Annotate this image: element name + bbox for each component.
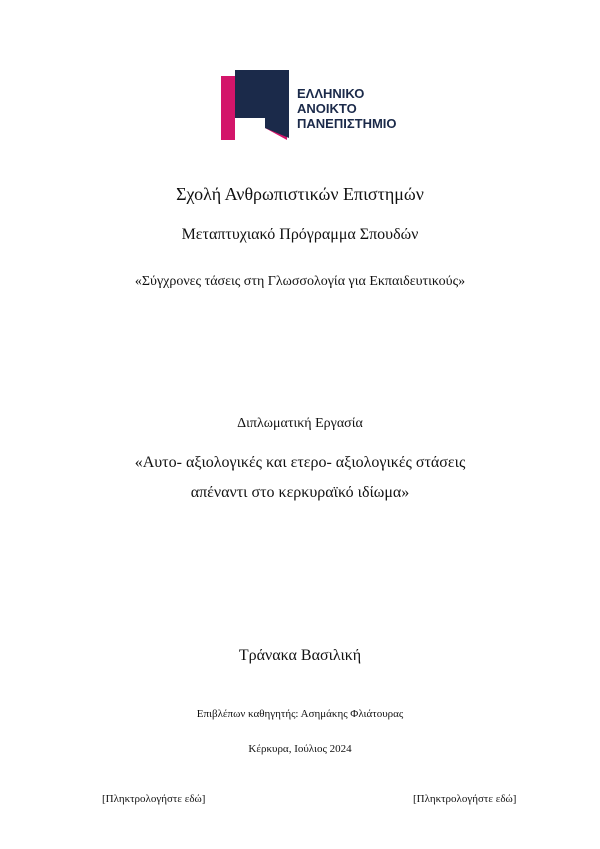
place-date: Κέρκυρα, Ιούλιος 2024 bbox=[248, 743, 352, 755]
thesis-title-line-2: απέναντι στο κερκυραϊκό ιδίωμα» bbox=[190, 484, 410, 501]
logo-line-2: ΑΝΟΙΚΤΟ bbox=[297, 101, 357, 116]
eap-logo-icon bbox=[221, 70, 297, 146]
supervisor-line: Επιβλέπων καθηγητής: Ασημάκης Φλιάτουρας bbox=[196, 708, 404, 720]
footer-placeholder-right[interactable]: [Πληκτρολογήστε εδώ] bbox=[413, 793, 517, 805]
author-name: Τράνακα Βασιλική bbox=[238, 647, 362, 664]
university-logo bbox=[221, 70, 411, 146]
thesis-title-line-1: «Αυτο- αξιολογικές και ετερο- αξιολογικές στάσεις bbox=[134, 454, 466, 471]
logo-wordmark bbox=[297, 86, 397, 131]
program-name: Μεταπτυχιακό Πρόγραμμα Σπουδών bbox=[181, 226, 419, 243]
course-name: «Σύγχρονες τάσεις στη Γλωσσολογία για Εκπαιδευτικούς» bbox=[134, 274, 466, 289]
school-name: Σχολή Ανθρωπιστικών Επιστημών bbox=[176, 184, 424, 204]
logo-line-1: ΕΛΛΗΝΙΚΟ bbox=[297, 86, 365, 101]
footer-placeholder-left[interactable]: [Πληκτρολογήστε εδώ] bbox=[102, 793, 206, 805]
document-type: Διπλωματική Εργασία bbox=[237, 416, 363, 431]
logo-line-3: ΠΑΝΕΠΙΣΤΗΜΙΟ bbox=[297, 116, 397, 131]
